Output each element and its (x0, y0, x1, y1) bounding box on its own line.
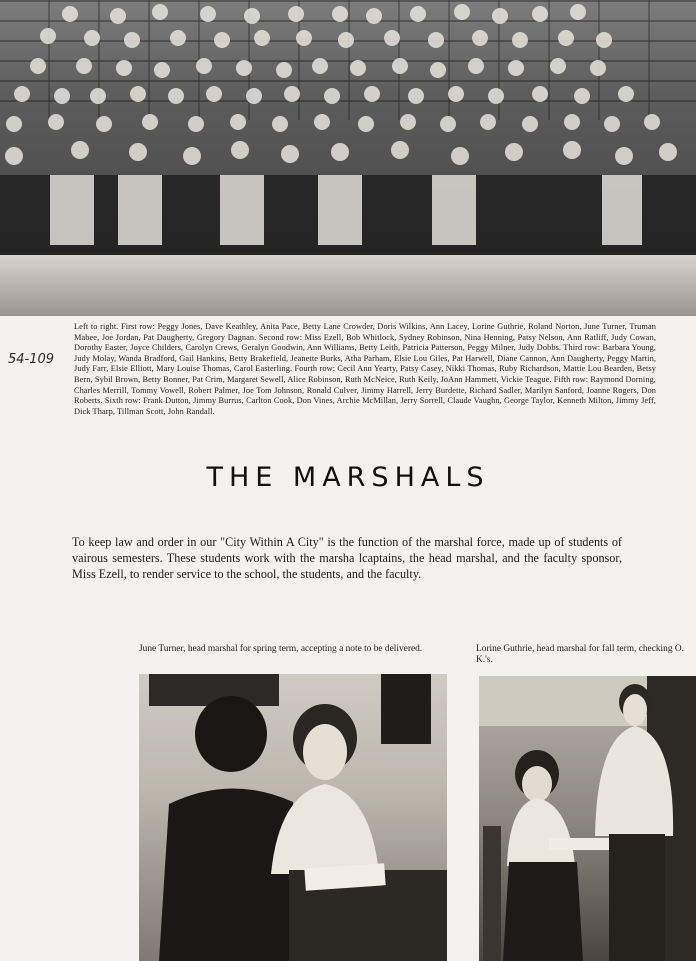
group-photo (0, 0, 696, 316)
bench (0, 255, 696, 316)
photo-left-scene (139, 674, 447, 961)
photo-left-caption: June Turner, head marshal for spring term, accepting a note to be delivered. (139, 644, 423, 654)
photo-lorine-guthrie (479, 676, 696, 961)
photo-right-caption: Lorine Guthrie, head marshal for fall term, checking O. K.'s. (476, 644, 684, 666)
photo-right-scene (479, 676, 696, 961)
photo-june-turner (139, 674, 447, 961)
group-caption-text: Left to right. First row: Peggy Jones, Dave Keathley, Anita Pace, Betty Lane Crowder, Doris Wilkins, Ann Lacey, Lorine Guthrie, Roland Norton, June Turner, Truman Mabee, Joe Jordan, Pat Daugherty, Gregory Dagnan. Second row: Miss Ezell, Bob Whitlock, Sydney Robinson, Nina Henning, Patsy Nelson, Ann Ratliff, Judy Cowan, Dorothy Easter, Joyce Childers, Carolyn Crews, Geralyn Goodwin, Ann Williams, Betty Leith, Patricia Patterson, Peggy Milner, Judy Dobbs. Third row: Barbara Young, Judy Molay, Wanda Bradford, Gail Hankins, Betty Brakefield, Jeanette Burks, Atha Parham, Elsie Lou Giles, Pat Harwell, Diane Cannon, Ann Daugherty, Peggy Martin, Judy Farr, Elsie Elliott, Mary Louise Thomas, Carol Easterling. Fourth row: Cecil Ann Yearty, Patsy Casey, Nikki Thomas, Ruby Richardson, Mattie Lou Bearden, Betsy Bern, Sybil Brown, Betty Bonner, Pat Crim, Margaret Sewell, Alice Robinson, Ruth McNeice, Ruth Keily, JoAnn Hammett, Vickie Teague. Fifth row: Raymond Dorning, Charles Merrill, Tommy Vowell, Robert Palmer, Joe Tom Johnson, Ronald Culver, Jimmy Harrell, Jerry Burdette, Richard Sadler, Marilyn Sanford, Joanne Rogers, Don Roberts. Sixth row: Frank Dutton, Jimmy Burrus, Carlton Cook, Don Vines, Archie McMillan, Jerry Sorrell, Claude Vaughn, George Taylor, Kenneth Milton, Jimmy Jeff, Dick Tharp, Tillman Scott, John Randall. (74, 322, 656, 416)
page-title: THE MARSHALS (206, 462, 490, 493)
handwritten-note: 54-109 (8, 352, 55, 367)
group-photo-caption (74, 322, 656, 417)
intro-paragraph: To keep law and order in our "City Within A City" is the function of the marshal force, made up of students of vairous semesters. These students work with the marsha lcaptains, the head marshal, and the faculty sponsor, Miss Ezell, to render service to the school, the students, and the faculty. (72, 535, 622, 582)
